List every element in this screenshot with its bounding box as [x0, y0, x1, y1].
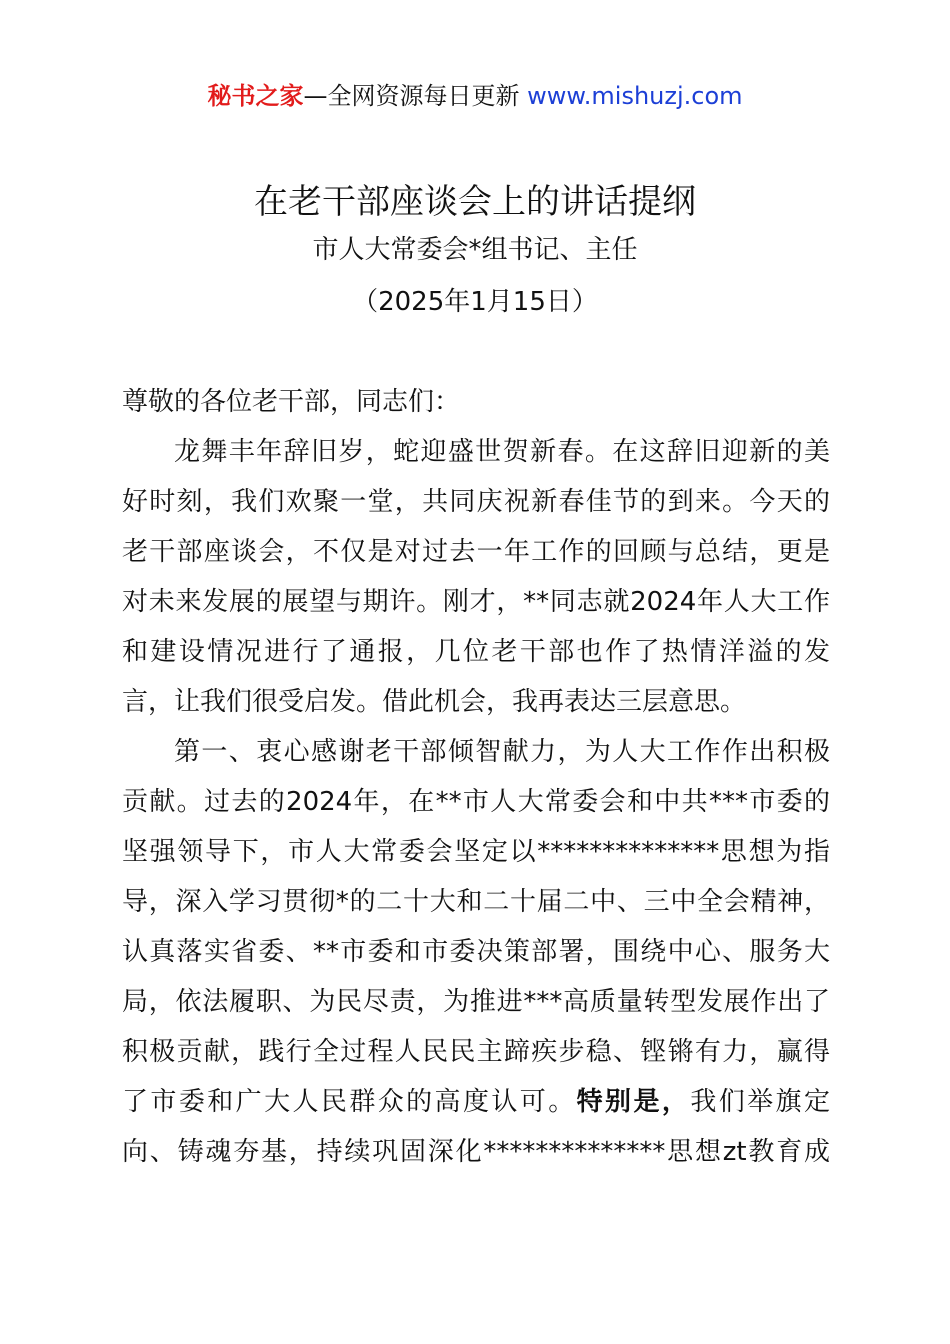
paragraph-1-line: 龙舞丰年辞旧岁，蛇迎盛世贺新春。在这辞旧迎新的美	[174, 437, 830, 467]
site-header	[0, 80, 950, 112]
document-title: 在老干部座谈会上的讲话提纲	[254, 182, 696, 222]
emphasis-text: 特别是，	[576, 1087, 691, 1117]
paragraph-2-line: 局，依法履职、为民尽责，为推进***高质量转型发展作出了	[122, 987, 830, 1017]
paragraph-2-line: 积极贡献，践行全过程人民民主蹄疾步稳、铿锵有力，赢得	[122, 1037, 830, 1067]
paragraph-2-line: 认真落实省委、**市委和市委决策部署，围绕中心、服务大	[122, 937, 830, 967]
document-body	[122, 377, 830, 1177]
paragraph-1-line: 对未来发展的展望与期许。刚才，**同志就2024年人大工作	[122, 587, 830, 617]
paragraph-2-line	[122, 1077, 830, 1127]
paragraph-2-line: 导，深入学习贯彻*的二十大和二十届二中、三中全会精神，	[122, 887, 830, 917]
site-url-link[interactable]: www.mishuzj.com	[527, 82, 743, 110]
paragraph-2-segment: 我们举旗定	[690, 1087, 830, 1117]
paragraph-2-segment: 了市委和广大人民群众的高度认可。	[122, 1087, 577, 1117]
document-subtitle: 市人大常委会*组书记、主任	[312, 235, 638, 265]
paragraph-1-line: 言，让我们很受启发。借此机会，我再表达三层意思。	[122, 687, 747, 717]
paragraph-1-line: 好时刻，我们欢聚一堂，共同庆祝新春佳节的到来。今天的	[122, 487, 830, 517]
paragraph-2-line: 向、铸魂夯基，持续巩固深化**************思想zt教育成	[122, 1137, 830, 1167]
site-name: 秘书之家	[207, 82, 304, 110]
document-date: （2025年1月15日）	[352, 287, 598, 317]
site-tagline: —全网资源每日更新	[303, 82, 528, 110]
paragraph-2-line: 第一、衷心感谢老干部倾智献力，为人大工作作出积极	[174, 737, 830, 767]
paragraph-1-line: 和建设情况进行了通报，几位老干部也作了热情洋溢的发	[122, 637, 830, 667]
salutation: 尊敬的各位老干部，同志们：	[122, 387, 461, 417]
paragraph-2-line: 贡献。过去的2024年，在**市人大常委会和中共***市委的	[122, 787, 830, 817]
paragraph-2-line: 坚强领导下，市人大常委会坚定以**************思想为指	[122, 837, 830, 867]
paragraph-1-line: 老干部座谈会，不仅是对过去一年工作的回顾与总结，更是	[122, 537, 830, 567]
